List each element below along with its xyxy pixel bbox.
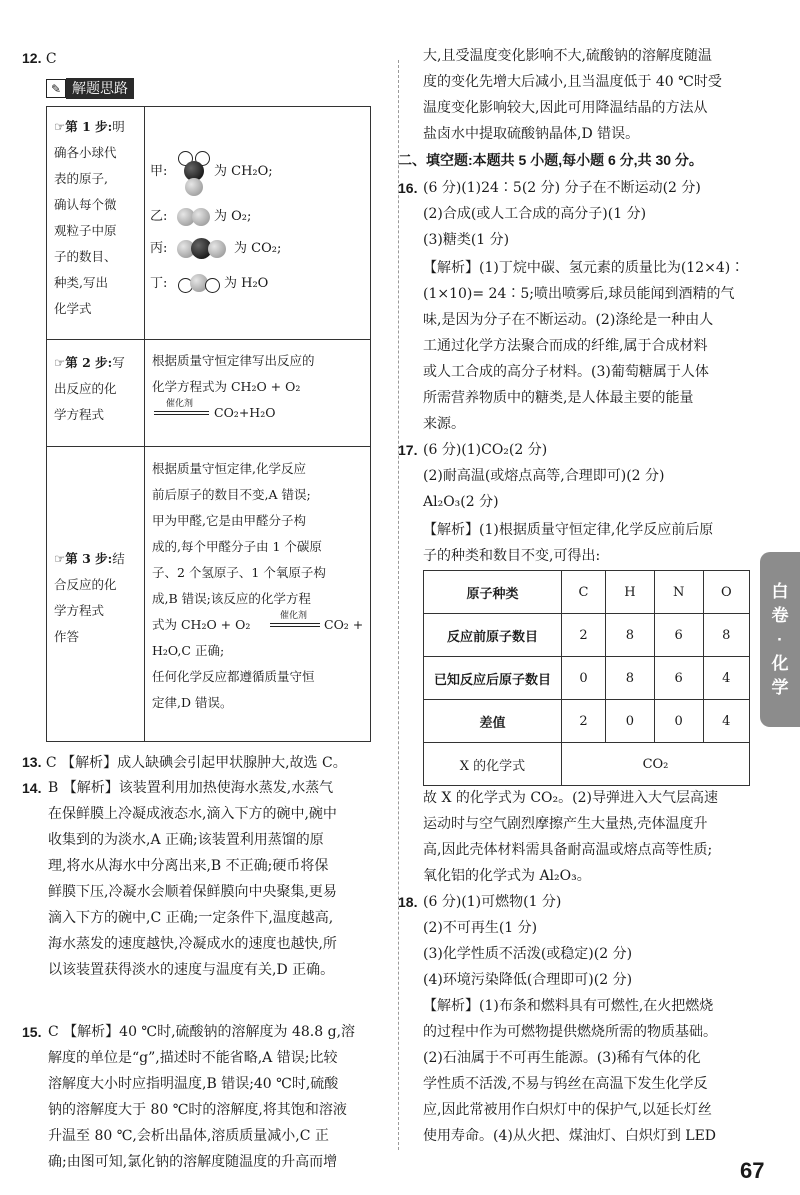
molecule-label-yi: 乙: — [150, 209, 168, 224]
q18-line: 的过程中作为可燃物提供燃烧所需的物质基础。 — [423, 1024, 717, 1040]
table-col-divider — [144, 106, 145, 742]
q16-line: 味,是因为分子在不断运动。(2)涤纶是一种由人 — [423, 312, 714, 328]
step3-text: 结 — [112, 551, 125, 566]
q18-line: 使用寿命。(4)从火把、煤油灯、白炽灯到 LED — [423, 1128, 717, 1144]
molecule-label-bing: 丙: — [150, 241, 168, 256]
step3-title: 第 3 步: — [65, 551, 113, 566]
step3-body-line: 式为 CH₂O + O₂ — [152, 617, 251, 632]
q14-line: B 【解析】该装置利用加热使海水蒸发,水蒸气 — [48, 780, 334, 796]
table-row — [424, 657, 750, 700]
q17-line: Al₂O₃(2 分) — [423, 494, 499, 510]
side-tab-char: 卷 — [771, 605, 789, 625]
table-cell: 6 — [654, 614, 703, 657]
q15-cont-line: 盐卤水中提取硫酸钠晶体,D 错误。 — [423, 126, 640, 142]
step1-title: 第 1 步: — [65, 119, 113, 134]
q18-line: 学性质不活泼,不易与钨丝在高温下发生化学反 — [423, 1076, 708, 1092]
table-row-divider — [46, 339, 371, 340]
q17-line: 高,因此壳体材料需具备耐高温或熔点高等性质; — [423, 842, 713, 858]
q14-line: 海水蒸发的速度越快,冷凝成水的速度也越快,所 — [48, 936, 337, 952]
step3-body-line: 定律,D 错误。 — [152, 695, 233, 710]
table-cell: X 的化学式 — [424, 743, 562, 786]
q17-number: 17. — [398, 442, 418, 458]
step1-text: 明 — [112, 119, 125, 134]
q15-line: 解度的单位是“g”,描述时不能省略,A 错误;比较 — [48, 1050, 338, 1066]
side-tab-char: 学 — [771, 677, 789, 697]
step3-body-line: H₂O,C 正确; — [152, 643, 225, 658]
equals-sign — [270, 623, 320, 627]
q14-line: 在保鲜膜上冷凝成液态水,滴入下方的碗中,碗中 — [48, 806, 337, 822]
step1-text: 化学式 — [54, 301, 92, 316]
q15-cont-line: 温度变化影响较大,因此可用降温结晶的方法从 — [423, 100, 708, 116]
page-number: 67 — [740, 1158, 765, 1183]
table-cell: 4 — [703, 657, 749, 700]
q16-line: (6 分)(1)24∶5(2 分) 分子在不断运动(2 分) — [423, 180, 701, 196]
step2-title: 第 2 步: — [65, 355, 113, 370]
table-cell: 2 — [562, 700, 606, 743]
step2-body-line: 根据质量守恒定律写出反应的 — [152, 353, 315, 368]
q18-line: (4)环境污染降低(合理即可)(2 分) — [423, 972, 633, 988]
q17-line: (2)耐高温(或熔点高等,合理即可)(2 分) — [423, 468, 665, 484]
q17-line: 运动时与空气剧烈摩擦产生大量热,壳体温度升 — [423, 816, 708, 832]
step1-text: 确认每个微 — [54, 197, 117, 212]
q14-line: 收集到的为淡水,A 正确;该装置利用蒸馏的原 — [48, 832, 324, 848]
solution-tag — [46, 78, 134, 99]
table-cell: 0 — [654, 700, 703, 743]
table-cell: 0 — [562, 657, 606, 700]
step3-text: 作答 — [54, 629, 80, 644]
q15-line: 升温至 80 ℃,会析出晶体,溶质质量减小,C 正 — [48, 1128, 329, 1144]
q16-line: 工通过化学方法聚合而成的纤维,属于合成材料 — [423, 338, 708, 354]
step1-text: 表的原子, — [54, 171, 108, 186]
table-cell: 4 — [703, 700, 749, 743]
molecule-diagram — [150, 146, 360, 336]
equals-sign — [154, 411, 209, 415]
step1-label — [54, 114, 140, 322]
table-cell: 差值 — [424, 700, 562, 743]
catalyst-label: 催化剂 — [280, 611, 308, 621]
step1-text: 确各小球代 — [54, 145, 117, 160]
step3-body-line: 成,B 错误;该反应的化学方程 — [152, 591, 311, 606]
q16-line: 所需营养物质中的糖类,是人体最主要的能量 — [423, 390, 694, 406]
step2-product: CO₂+H₂O — [214, 405, 276, 420]
table-row — [424, 614, 750, 657]
table-row — [424, 743, 750, 786]
molecule-label-jia: 甲: — [150, 164, 168, 179]
q12-answer: C — [45, 51, 57, 67]
step3-body — [152, 456, 367, 716]
step2-text: 写 — [112, 355, 125, 370]
q15-cont-line: 大,且受温度变化影响不大,硫酸钠的溶解度随温 — [423, 48, 712, 64]
hand-pointer-icon: ☞ — [54, 119, 66, 134]
q15-line: 确;由图可知,氯化钠的溶解度随温度的升高而增 — [48, 1154, 338, 1170]
step3-product: CO₂ + — [324, 617, 364, 632]
pencil-icon: ✎ — [46, 79, 66, 98]
q16-line: 或人工合成的高分子材料。(3)葡萄糖属于人体 — [423, 364, 709, 380]
table-cell: 6 — [654, 657, 703, 700]
q15-line: 钠的溶解度大于 80 ℃时的溶解度,将其饱和溶液 — [48, 1102, 347, 1118]
q16-line: 来源。 — [423, 416, 465, 432]
table-cell: 8 — [606, 657, 655, 700]
q18-line: 【解析】(1)布条和燃料具有可燃性,在火把燃烧 — [423, 998, 714, 1014]
step2-body — [152, 348, 367, 426]
q16-line: (3)糖类(1 分) — [423, 232, 510, 248]
table-cell: 反应前原子数目 — [424, 614, 562, 657]
q14-line: 以该装置获得淡水的速度与温度有关,D 正确。 — [48, 962, 335, 978]
side-tab-char: 化 — [771, 653, 789, 673]
column-divider — [398, 60, 399, 1150]
table-cell: 2 — [562, 614, 606, 657]
q18-line: 应,因此常被用作白炽灯中的保护气,以延长灯丝 — [423, 1102, 712, 1118]
step3-text: 合反应的化 — [54, 577, 117, 592]
table-cell: CO₂ — [562, 743, 750, 786]
molecule-formula-jia: 为 CH₂O; — [214, 164, 273, 179]
q18-line: (6 分)(1)可燃物(1 分) — [423, 894, 562, 910]
side-tab-char: 白 — [771, 581, 789, 601]
q14-line: 鲜膜下压,冷凝水会顺着保鲜膜向中央聚集,更易 — [48, 884, 337, 900]
molecule-formula-yi: 为 O₂; — [214, 209, 252, 224]
q16-line: (2)合成(或人工合成的高分子)(1 分) — [423, 206, 647, 222]
step3-body-line: 任何化学反应都遵循质量守恒 — [152, 669, 315, 684]
step3-body-line: 根据质量守恒定律,化学反应 — [152, 461, 306, 476]
solution-tag-label: 解题思路 — [66, 78, 134, 99]
atom-count-table — [423, 570, 750, 786]
q18-number: 18. — [398, 894, 418, 910]
table-cell: 原子种类 — [424, 571, 562, 614]
q16-line: (1×10)= 24∶5;喷出喷雾后,球员能闻到酒精的气 — [423, 286, 735, 302]
step3-body-line: 前后原子的数目不变,A 错误; — [152, 487, 311, 502]
h-atom-ball — [205, 278, 220, 293]
table-cell: N — [654, 571, 703, 614]
step2-body-line: 化学方程式为 CH₂O + O₂ — [152, 379, 301, 394]
q15-cont-line: 度的变化先增大后减小,且当温度低于 40 ℃时受 — [423, 74, 722, 90]
hand-pointer-icon: ☞ — [54, 355, 66, 370]
step3-body-line: 成的,每个甲醛分子由 1 个碳原 — [152, 539, 322, 554]
o-atom-ball — [208, 240, 226, 258]
step3-equation — [152, 612, 367, 638]
step2-text: 出反应的化 — [54, 381, 117, 396]
q16-number: 16. — [398, 180, 418, 196]
molecule-formula-bing: 为 CO₂; — [234, 241, 282, 256]
o-atom-ball — [192, 208, 210, 226]
q18-line: (3)化学性质不活泼(或稳定)(2 分) — [423, 946, 633, 962]
q18-line: (2)石油属于不可再生能源。(3)稀有气体的化 — [423, 1050, 701, 1066]
table-cell: O — [703, 571, 749, 614]
catalyst-label: 催化剂 — [166, 399, 194, 409]
q17-line: 子的种类和数目不变,可得出: — [423, 548, 601, 564]
section-heading: 二、填空题:本题共 5 小题,每小题 6 分,共 30 分。 — [398, 152, 703, 168]
q13-text: C 【解析】成人缺碘会引起甲状腺肿大,故选 C。 — [45, 755, 347, 771]
q17-line: 氧化铝的化学式为 Al₂O₃。 — [423, 868, 591, 884]
o-atom-ball — [185, 178, 203, 196]
q13 — [22, 752, 347, 773]
table-cell: 8 — [703, 614, 749, 657]
q16-line: 【解析】(1)丁烷中碳、氢元素的质量比为(12×4)∶ — [423, 260, 745, 276]
hand-pointer-icon: ☞ — [54, 551, 66, 566]
step2-equation-arrow — [152, 400, 367, 426]
step1-text: 子的数目、 — [54, 249, 117, 264]
q17-line: 故 X 的化学式为 CO₂。(2)导弹进入大气层高速 — [423, 790, 718, 806]
q14-line: 理,将水从海水中分离出来,B 不正确;硬币将保 — [48, 858, 329, 874]
table-row — [424, 571, 750, 614]
table-cell: 已知反应后原子数目 — [424, 657, 562, 700]
table-cell: H — [606, 571, 655, 614]
q15-number: 15. — [22, 1024, 42, 1040]
q13-number: 13. — [22, 754, 42, 770]
q12-line — [22, 48, 57, 69]
table-row-divider — [46, 446, 371, 447]
step1-text: 观粒子中原 — [54, 223, 117, 238]
table-cell: 8 — [606, 614, 655, 657]
table-row — [424, 700, 750, 743]
step3-text: 学方程式 — [54, 603, 105, 618]
molecule-formula-ding: 为 H₂O — [224, 276, 269, 291]
step3-body-line: 甲为甲醛,它是由甲醛分子构 — [152, 513, 306, 528]
step3-body-line: 子、2 个氢原子、1 个氧原子构 — [152, 565, 326, 580]
q18-line: (2)不可再生(1 分) — [423, 920, 538, 936]
q14-number: 14. — [22, 780, 42, 796]
step3-label — [54, 546, 140, 650]
q17-line: 【解析】(1)根据质量守恒定律,化学反应前后原 — [423, 522, 714, 538]
side-tab — [760, 552, 800, 727]
q17-line: (6 分)(1)CO₂(2 分) — [423, 442, 548, 458]
step1-text: 种类,写出 — [54, 275, 108, 290]
q15-line: 溶解度大小时应指明温度,B 错误;40 ℃时,硫酸 — [48, 1076, 339, 1092]
q14-line: 滴入下方的碗中,C 正确;一定条件下,温度越高, — [48, 910, 334, 926]
table-cell: 0 — [606, 700, 655, 743]
side-tab-char: · — [777, 629, 783, 649]
table-cell: C — [562, 571, 606, 614]
molecule-label-ding: 丁: — [150, 276, 168, 291]
q15-line: C 【解析】40 ℃时,硫酸钠的溶解度为 48.8 g,溶 — [48, 1024, 356, 1040]
q12-number: 12. — [22, 50, 42, 66]
step2-label — [54, 350, 140, 428]
step2-text: 学方程式 — [54, 407, 105, 422]
